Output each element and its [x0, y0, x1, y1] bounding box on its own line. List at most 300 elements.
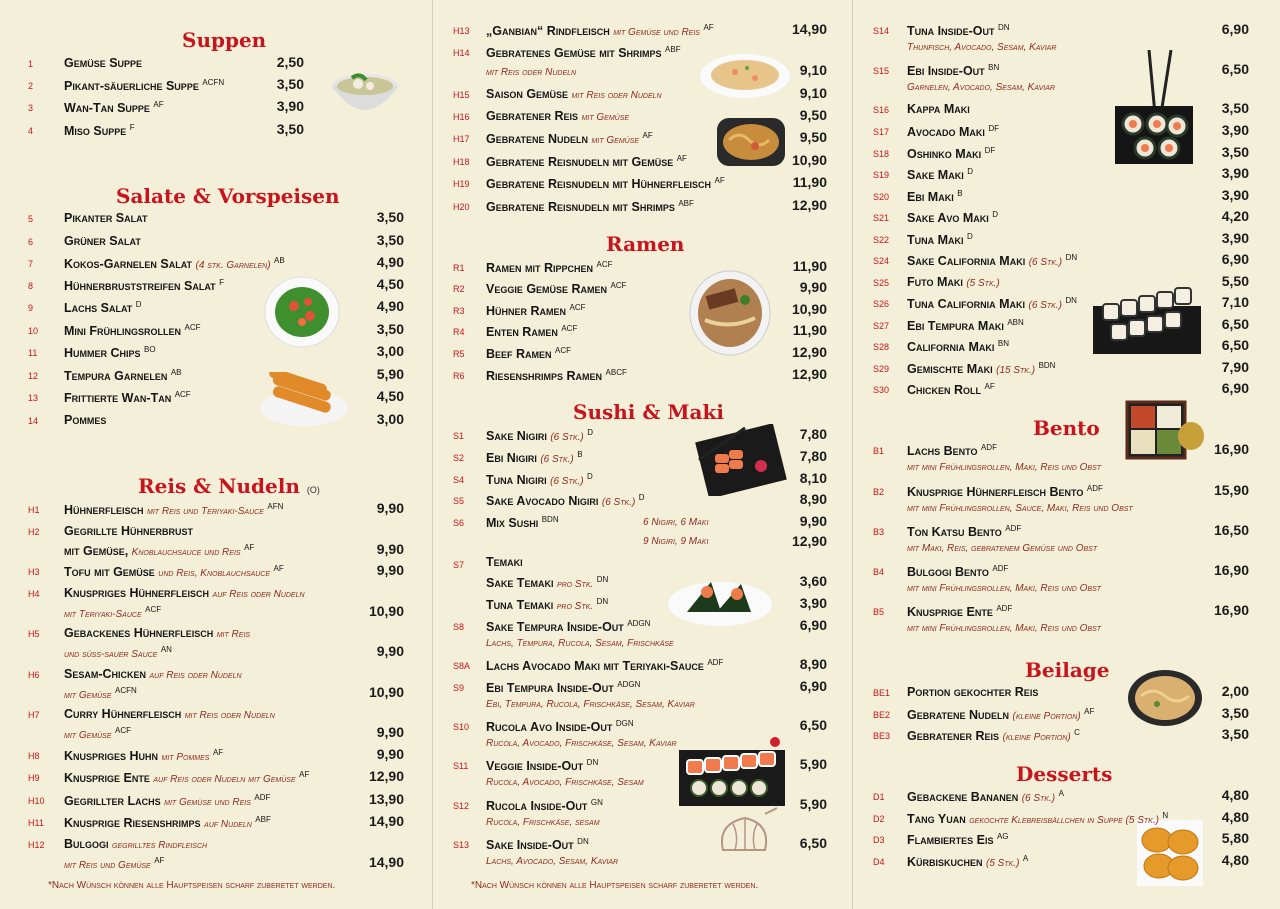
item-price: 10,90 [791, 301, 827, 317]
allergen-codes: ACF [610, 281, 627, 290]
item-description: mit Reis oder Nudeln [571, 90, 662, 101]
item-number: S15 [873, 66, 890, 76]
item-number: B1 [873, 446, 885, 456]
item-name [64, 100, 164, 115]
item-description: mit Gemüse [581, 112, 630, 123]
item-number: 8 [28, 281, 34, 291]
allergen-codes: BO [144, 345, 156, 354]
item-price: 4,80 [1221, 809, 1249, 825]
item-name-text: Veggie Gemüse Ramen [486, 282, 608, 297]
item-name [486, 758, 598, 773]
item-name-text: Sake Avo Maki [907, 211, 989, 226]
item-name-text: Kürbiskuchen [907, 855, 983, 870]
mix-sushi-option-2: 9 Nigiri, 9 Maki [643, 536, 709, 547]
item-line-2 [486, 817, 600, 828]
item-name-text: Sesam-Chicken [64, 667, 147, 681]
item-name [907, 232, 973, 247]
item-number: H14 [453, 48, 470, 58]
allergen-codes: ACFN [115, 686, 137, 695]
section-title-suppen: Suppen [182, 28, 267, 52]
item-name [907, 854, 1028, 869]
item-description: (6 Stk.) [550, 476, 584, 488]
item-number: S26 [873, 299, 890, 309]
item-description: (5 Stk.) [986, 858, 1020, 870]
item-name [907, 811, 1168, 826]
item-name-text: Knusprige Ente [907, 605, 993, 620]
item-line-2 [64, 856, 164, 871]
item-price: 3,60 [799, 573, 827, 589]
item-line-2-desc: mit Teriyaki-Sauce [64, 609, 142, 621]
item-number: S12 [453, 801, 470, 811]
item-name-text: Portion gekochter Reis [907, 685, 1039, 699]
allergen-codes: ADGN [617, 680, 641, 689]
item-number: S1 [453, 431, 465, 441]
item-ingredients: Rucola, Frischkäse, sesam [486, 817, 600, 828]
allergen-codes: BDN [541, 515, 559, 524]
item-number: R4 [453, 327, 465, 337]
item-name-text: Futo Maki [907, 275, 963, 289]
item-name-text: Rucola Avo Inside-Out [486, 720, 613, 735]
allergen-codes: DN [596, 575, 609, 584]
item-name [486, 575, 608, 590]
item-number: H19 [453, 179, 470, 189]
item-line-2 [907, 462, 1101, 473]
item-name [64, 626, 250, 640]
item-price: 3,90 [1221, 187, 1249, 203]
column-middle [432, 0, 850, 909]
item-description: (6 Stk.) [601, 497, 636, 509]
allergen-codes: AF [154, 856, 165, 865]
item-name-text: Wan-Tan Suppe [64, 101, 150, 116]
item-name [907, 210, 998, 225]
item-number: S20 [873, 192, 890, 202]
item-name-text: Gemischte Maki [907, 362, 993, 377]
allergen-codes: DF [988, 124, 1000, 133]
tempura-shrimp-image [258, 372, 350, 428]
item-number: S25 [873, 278, 890, 288]
item-name-text: Sake Tempura Inside-Out [486, 620, 624, 635]
item-name [907, 189, 963, 204]
item-name [486, 131, 653, 146]
allergen-codes: D [587, 472, 593, 481]
item-price: 5,90 [376, 366, 404, 382]
item-number: B4 [873, 567, 885, 577]
item-name [486, 45, 681, 60]
item-ingredients: Rucola, Avocado, Frischkäse, Sesam, Kaviar [486, 738, 677, 749]
item-name-text: Gebackenes Hühnerfleisch [64, 626, 214, 640]
item-price: 3,50 [376, 209, 404, 225]
item-number: S11 [453, 761, 469, 771]
soup-bowl-image [330, 64, 400, 124]
item-ingredients: Rucola, Avocado, Frischkäse, Sesam [486, 777, 644, 788]
allergen-codes: ABN [1007, 318, 1024, 327]
item-name [907, 443, 997, 458]
allergen-codes: ADF [996, 604, 1013, 613]
reis-title-text: Reis & Nudeln [138, 474, 300, 498]
item-line-2 [64, 605, 161, 620]
item-number: S8 [453, 622, 465, 632]
item-name-text: Mix Sushi [486, 516, 539, 531]
item-name [907, 361, 1055, 376]
item-price: 6,50 [799, 717, 827, 733]
item-price: 14,90 [368, 813, 404, 829]
allergen-codes: D [587, 428, 593, 437]
item-number: H4 [28, 589, 40, 599]
item-number: D4 [873, 857, 885, 867]
allergen-codes: D [135, 300, 142, 309]
item-price: 15,90 [1213, 482, 1249, 498]
item-name [64, 278, 224, 293]
item-number: BE2 [873, 710, 891, 720]
item-price: 3,50 [376, 321, 404, 337]
item-name-text: Gebratene Reisnudeln mit Gemüse [486, 155, 674, 170]
item-number: B2 [873, 487, 885, 497]
item-price: 9,10 [799, 62, 827, 78]
item-price: 3,90 [1221, 122, 1249, 138]
item-price: 4,80 [1221, 787, 1249, 803]
item-name [64, 390, 191, 405]
item-price: 3,90 [1221, 230, 1249, 246]
item-number: H7 [28, 710, 40, 720]
allergen-codes: AF [244, 543, 255, 552]
fried-noodles-image [715, 116, 787, 168]
item-number: S6 [453, 518, 465, 528]
item-ingredients: Lachs, Avocado, Sesam, Kaviar [486, 856, 619, 867]
item-name [64, 413, 106, 427]
item-name-text: Oshinko Maki [907, 147, 982, 162]
allergen-codes: B [957, 189, 963, 198]
item-line-2 [486, 738, 677, 749]
item-number: H5 [28, 629, 40, 639]
allergen-codes: D [967, 167, 973, 176]
item-price: 6,50 [799, 835, 827, 851]
item-price: 6,50 [1221, 337, 1249, 353]
item-price: 5,90 [799, 756, 827, 772]
item-name [64, 78, 224, 93]
item-name-text: Gebratene Reisnudeln mit Shrimps [486, 200, 675, 215]
item-name [907, 707, 1094, 722]
allergen-codes: DGN [615, 719, 634, 728]
allergen-codes: A [1022, 854, 1029, 863]
item-name [907, 253, 1077, 268]
allergen-codes: DN [997, 23, 1010, 32]
fried-rice-image [699, 52, 791, 100]
item-price: 9,90 [376, 746, 404, 762]
pumpkin-cake-image [1137, 820, 1203, 886]
item-price: 7,10 [1221, 294, 1249, 310]
item-number: H2 [28, 527, 40, 537]
allergen-codes: AF [212, 748, 224, 757]
temaki-image [667, 572, 773, 628]
item-name [64, 793, 270, 808]
item-name [907, 102, 970, 116]
item-number: 14 [28, 416, 39, 426]
item-number: S30 [873, 385, 890, 395]
item-line-2 [907, 543, 1097, 554]
item-name-text: Frittierte Wan-Tan [64, 391, 172, 406]
item-number: H3 [28, 567, 40, 577]
item-number: S8A [453, 661, 471, 671]
item-number: S28 [873, 342, 890, 352]
item-price: 3,90 [799, 595, 827, 611]
item-price: 12,90 [791, 197, 827, 213]
item-name-text: Bulgogi Bento [907, 565, 989, 580]
item-name [64, 564, 284, 579]
item-description: gekochte Klebreisbällchen in Suppe (5 Stk.) [969, 815, 1159, 827]
item-price: 8,90 [799, 491, 827, 507]
item-price: 2,00 [1221, 683, 1249, 699]
item-price: 16,90 [1213, 562, 1249, 578]
section-title-ramen: Ramen [606, 232, 685, 256]
item-number: 1 [28, 59, 34, 69]
garlic-drawing-image [711, 806, 781, 862]
item-name [486, 154, 687, 169]
item-name-text: Tuna California Maki [907, 297, 1026, 312]
item-name [64, 502, 283, 517]
section-title-beilage: Beilage [1025, 658, 1110, 682]
item-name-text: Bulgogi [64, 837, 109, 851]
item-name-text: California Maki [907, 340, 995, 355]
allergen-codes: ADF [1086, 484, 1103, 493]
item-price: 9,90 [376, 562, 404, 578]
item-price: 3,50 [1221, 144, 1249, 160]
item-name-text: Gebratenes Gemüse mit Shrimps [486, 46, 662, 61]
item-name-text: Gebratene Reisnudeln mit Hühnerfleisch [486, 177, 712, 192]
item-name-text: Knusprige Riesenshrimps [64, 816, 201, 831]
item-name-text: Gegrillter Lachs [64, 794, 161, 809]
reis-title-note: (O) [306, 485, 320, 495]
item-name [486, 303, 586, 318]
sushi-rolls-image [677, 736, 787, 808]
allergen-codes: ACF [174, 390, 191, 399]
item-price: 4,90 [376, 298, 404, 314]
allergen-codes: BN [997, 339, 1010, 348]
item-price: 4,20 [1221, 208, 1249, 224]
item-name [64, 345, 156, 360]
allergen-codes: ADF [707, 658, 724, 667]
item-name [486, 719, 634, 734]
item-price: 5,50 [1221, 273, 1249, 289]
item-line-2-desc: mit Reis oder Nudeln [486, 67, 577, 78]
item-line-2 [486, 64, 576, 78]
item-ingredients: mit mini Frühlingsrollen, Sauce, Maki, Reis und Obst [907, 503, 1133, 514]
item-number: S24 [873, 256, 890, 266]
item-price: 6,90 [799, 678, 827, 694]
item-name [907, 604, 1012, 619]
item-name [486, 346, 571, 361]
item-name [64, 837, 207, 851]
item-number: S10 [453, 722, 470, 732]
allergen-codes: ACF [596, 260, 613, 269]
item-number: 5 [28, 214, 34, 224]
item-number: 9 [28, 303, 34, 313]
item-number: H10 [28, 796, 45, 806]
item-line-2 [907, 623, 1101, 634]
item-name [486, 837, 589, 852]
item-number: H18 [453, 157, 470, 167]
allergen-codes: AF [642, 131, 653, 140]
item-name-text: „Ganbian“ Rindfleisch [486, 24, 610, 39]
item-number: 11 [28, 348, 38, 358]
item-line-2 [907, 583, 1101, 594]
item-price: 12,90 [791, 366, 827, 382]
item-name [907, 296, 1077, 311]
item-number: H9 [28, 773, 40, 783]
item-name [486, 515, 559, 530]
item-name [486, 87, 662, 101]
item-number: B3 [873, 527, 885, 537]
item-number: S4 [453, 475, 465, 485]
item-number: S27 [873, 321, 890, 331]
item-line-2-desc: Knoblauchsauce und Reis [131, 547, 241, 559]
item-price: 3,00 [376, 343, 404, 359]
item-price: 10,90 [791, 152, 827, 168]
allergen-codes: DN [1065, 296, 1077, 305]
section-title-desserts: Desserts [1016, 762, 1113, 786]
item-name-text: Beef Ramen [486, 347, 552, 362]
temaki-number: S7 [453, 560, 465, 570]
item-number: H20 [453, 202, 470, 212]
nigiri-plate-image [695, 424, 787, 496]
item-description: auf Reis oder Nudeln [212, 589, 305, 600]
item-price: 3,90 [1221, 165, 1249, 181]
item-name-text: Flambiertes Eis [907, 833, 994, 848]
item-description: pro Stk. [556, 601, 594, 613]
item-price: 9,90 [376, 500, 404, 516]
item-name [64, 707, 275, 721]
item-description: (15 Stk.) [996, 365, 1036, 377]
item-price: 6,50 [1221, 61, 1249, 77]
item-name-text: Kokos-Garnelen Salat [64, 257, 193, 272]
item-number: BE3 [873, 731, 891, 741]
item-number: S13 [453, 840, 470, 850]
item-description: mit Pommes [161, 752, 210, 764]
item-number: S17 [873, 127, 890, 137]
item-name-text: Mini Frühlingsrollen [64, 324, 182, 339]
allergen-codes: AF [676, 154, 687, 163]
item-description: mit Reis und Teriyaki-Sauce [147, 506, 264, 518]
item-name-text: Tuna Inside-Out [907, 24, 995, 39]
item-name [486, 281, 627, 296]
item-name [64, 524, 193, 538]
item-price: 16,90 [1213, 441, 1249, 457]
item-name [907, 685, 1038, 699]
allergen-codes: N [1162, 811, 1169, 820]
item-price: 7,80 [799, 426, 827, 442]
item-price: 11,90 [792, 258, 827, 274]
item-name-text: Gebratener Reis [907, 729, 1000, 744]
item-number: H12 [28, 840, 45, 850]
allergen-codes: D [638, 493, 645, 502]
allergen-codes: C [1074, 728, 1080, 737]
item-number: R6 [453, 371, 465, 381]
item-line-2 [486, 699, 695, 710]
item-number: S18 [873, 149, 890, 159]
item-name-text: Riesenshrimps Ramen [486, 369, 603, 384]
item-number: D2 [873, 814, 885, 824]
item-number: D3 [873, 835, 885, 845]
item-name-text: Ton Katsu Bento [907, 525, 1002, 540]
item-number: 13 [28, 393, 39, 403]
item-number: S14 [873, 26, 890, 36]
item-line-2-desc: mit Gemüse [64, 690, 112, 702]
allergen-codes: AF [153, 100, 164, 109]
allergen-codes: AF [273, 564, 284, 573]
item-price: 3,50 [276, 121, 304, 137]
item-price: 3,50 [376, 232, 404, 248]
item-line-2 [486, 638, 674, 649]
allergen-codes: AF [299, 770, 310, 779]
item-name-text: Sake Maki [907, 168, 964, 183]
item-number: H16 [453, 112, 470, 122]
allergen-codes: D [992, 210, 999, 219]
item-name-text: Grüner Salat [64, 234, 141, 248]
item-description: (5 Stk.) [966, 278, 1000, 289]
item-price: 14,90 [791, 21, 827, 37]
allergen-codes: DN [586, 758, 599, 767]
item-price: 6,90 [799, 617, 827, 633]
item-description: auf Reis oder Nudeln mit Gemüse [153, 774, 296, 786]
item-description: (6 Stk.) [1021, 793, 1056, 805]
item-price: 9,90 [376, 724, 404, 740]
item-name [64, 300, 142, 315]
item-name-text: Ebi Maki [907, 190, 954, 205]
item-name-text: Curry Hühnerfleisch [64, 707, 182, 721]
item-name-text: Sake Inside-Out [486, 838, 574, 853]
item-price: 16,90 [1213, 602, 1249, 618]
item-name [64, 748, 223, 763]
allergen-codes: AF [1084, 707, 1095, 716]
item-number: 12 [28, 371, 39, 381]
item-name [907, 63, 999, 78]
allergen-codes: ACF [555, 346, 572, 355]
item-price: 9,90 [799, 513, 827, 529]
item-name-text: Lachs Avocado Maki mit Teriyaki-Sauce [486, 659, 704, 674]
item-price: 10,90 [368, 684, 404, 700]
item-number: R1 [453, 263, 465, 273]
item-price: 3,50 [1221, 100, 1249, 116]
noodle-side-image [1127, 668, 1203, 728]
item-name-text: Saison Gemüse [486, 87, 569, 101]
item-name-text: Tempura Garnelen [64, 369, 168, 384]
item-name [907, 789, 1064, 804]
item-name [907, 318, 1024, 333]
item-price: 8,90 [799, 656, 827, 672]
item-name-text: Knuspriges Hühnerfleisch [64, 586, 210, 600]
item-name-text: Hühner Ramen [486, 304, 567, 319]
item-price: 3,50 [1221, 705, 1249, 721]
item-description: (6 Stk.) [1028, 300, 1062, 312]
item-name-text: Gebratene Nudeln [907, 708, 1010, 723]
item-price: 11,90 [792, 174, 827, 190]
item-line-2 [907, 503, 1133, 514]
allergen-codes: AG [996, 832, 1009, 841]
item-name [907, 484, 1103, 499]
item-price: 5,90 [799, 796, 827, 812]
item-price: 6,90 [1221, 251, 1249, 267]
item-name [486, 109, 629, 123]
item-name [486, 428, 593, 443]
maki-chopsticks-image [1115, 50, 1193, 166]
item-price: 7,80 [799, 448, 827, 464]
item-name [907, 832, 1009, 847]
item-number: H15 [453, 90, 470, 100]
item-price: 6,90 [1221, 380, 1249, 396]
item-price: 6,90 [1221, 21, 1249, 37]
mix-sushi-price-2: 12,90 [791, 533, 827, 549]
allergen-codes: DN [577, 837, 589, 846]
item-name-text: Ebi Tempura Maki [907, 319, 1004, 334]
